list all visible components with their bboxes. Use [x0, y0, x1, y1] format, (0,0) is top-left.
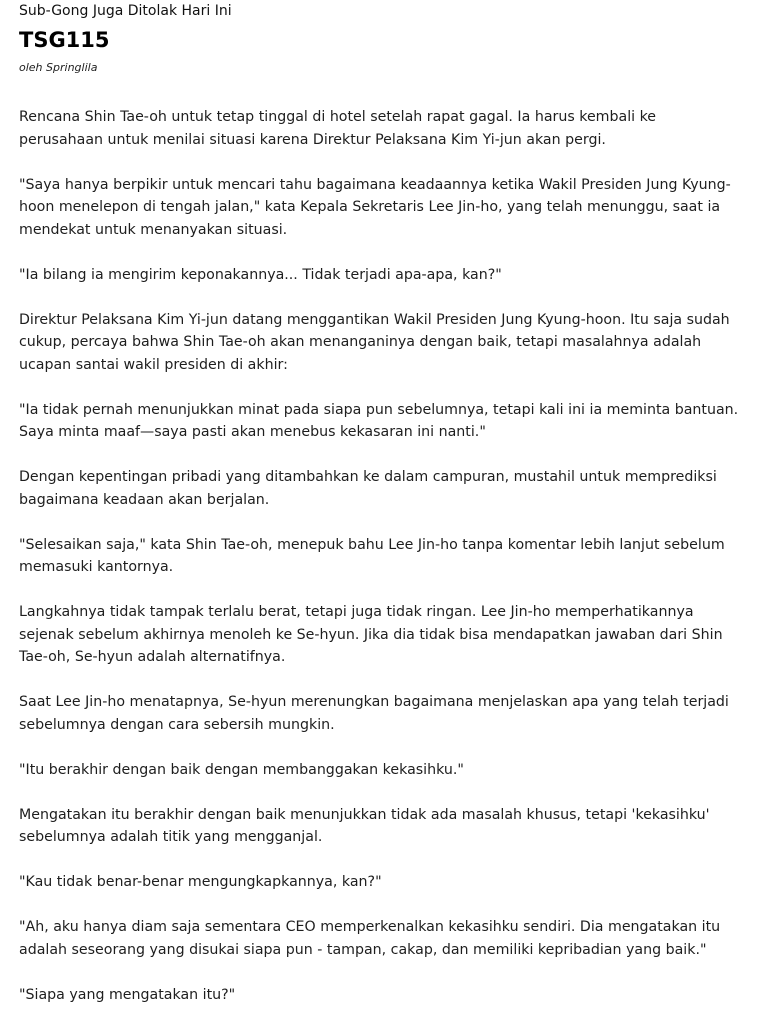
- author-byline: oleh Springlila: [19, 61, 98, 74]
- story-paragraph: "Ia bilang ia mengirim keponakannya... Tidak terjadi apa-apa, kan?": [19, 266, 502, 283]
- story-paragraph: Saat Lee Jin-ho menatapnya, Se-hyun merenungkan bagaimana menjelaskan apa yang telah terjadi sebelumnya dengan cara sebersih mungkin.: [19, 694, 729, 733]
- story-paragraph: "Ia tidak pernah menunjukkan minat pada siapa pun sebelumnya, tetapi kali ini ia meminta bantuan. Saya minta maaf—saya pasti akan menebus kekasaran ini nanti.": [19, 401, 739, 440]
- story-paragraph: "Itu berakhir dengan baik dengan membanggakan kekasihku.": [19, 761, 464, 778]
- story-paragraph: "Siapa yang mengatakan itu?": [19, 986, 236, 1003]
- story-paragraph: Langkahnya tidak tampak terlalu berat, tetapi juga tidak ringan. Lee Jin-ho memperhatikannya sejenak sebelum akhirnya menoleh ke Se-hyun. Jika dia tidak bisa mendapatkan jawaban dari Shin Tae-oh, Se-hyun adalah alternatifnya.: [19, 604, 723, 665]
- story-paragraph: "Selesaikan saja," kata Shin Tae-oh, menepuk bahu Lee Jin-ho tanpa komentar lebih lanjut sebelum memasuki kantornya.: [19, 536, 725, 575]
- story-body: [19, 106, 744, 1006]
- story-paragraph: "Saya hanya berpikir untuk mencari tahu bagaimana keadaannya ketika Wakil Presiden Jung Kyung-hoon menelepon di tengah jalan," kata Kepala Sekretaris Lee Jin-ho, yang telah menunggu, saat ia mendekat untuk menanyakan situasi.: [19, 176, 731, 238]
- story-paragraph: Dengan kepentingan pribadi yang ditambahkan ke dalam campuran, mustahil untuk memprediksi bagaimana keadaan akan berjalan.: [19, 469, 717, 508]
- story-paragraph: Direktur Pelaksana Kim Yi-jun datang menggantikan Wakil Presiden Jung Kyung-hoon. Itu saja sudah cukup, percaya bahwa Shin Tae-oh akan menanganinya dengan baik, tetapi masalahnya adalah ucapan santai wakil presiden di akhir:: [19, 311, 730, 373]
- story-paragraph: Mengatakan itu berakhir dengan baik menunjukkan tidak ada masalah khusus, tetapi 'kekasihku' sebelumnya adalah titik yang mengganjal.: [19, 806, 710, 845]
- story-paragraph: "Kau tidak benar-benar mengungkapkannya, kan?": [19, 874, 382, 890]
- story-paragraph: Rencana Shin Tae-oh untuk tetap tinggal di hotel setelah rapat gagal. Ia harus kembali ke perusahaan untuk menilai situasi karena Direktur Pelaksana Kim Yi-jun akan pergi.: [19, 109, 657, 148]
- chapter-title: TSG115: [19, 28, 110, 52]
- book-title: Sub-Gong Juga Ditolak Hari Ini: [19, 3, 232, 19]
- story-paragraph: "Ah, aku hanya diam saja sementara CEO memperkenalkan kekasihku sendiri. Dia mengatakan itu adalah seseorang yang disukai siapa pun - tampan, cakap, dan memiliki kepribadian yang baik.": [19, 919, 721, 958]
